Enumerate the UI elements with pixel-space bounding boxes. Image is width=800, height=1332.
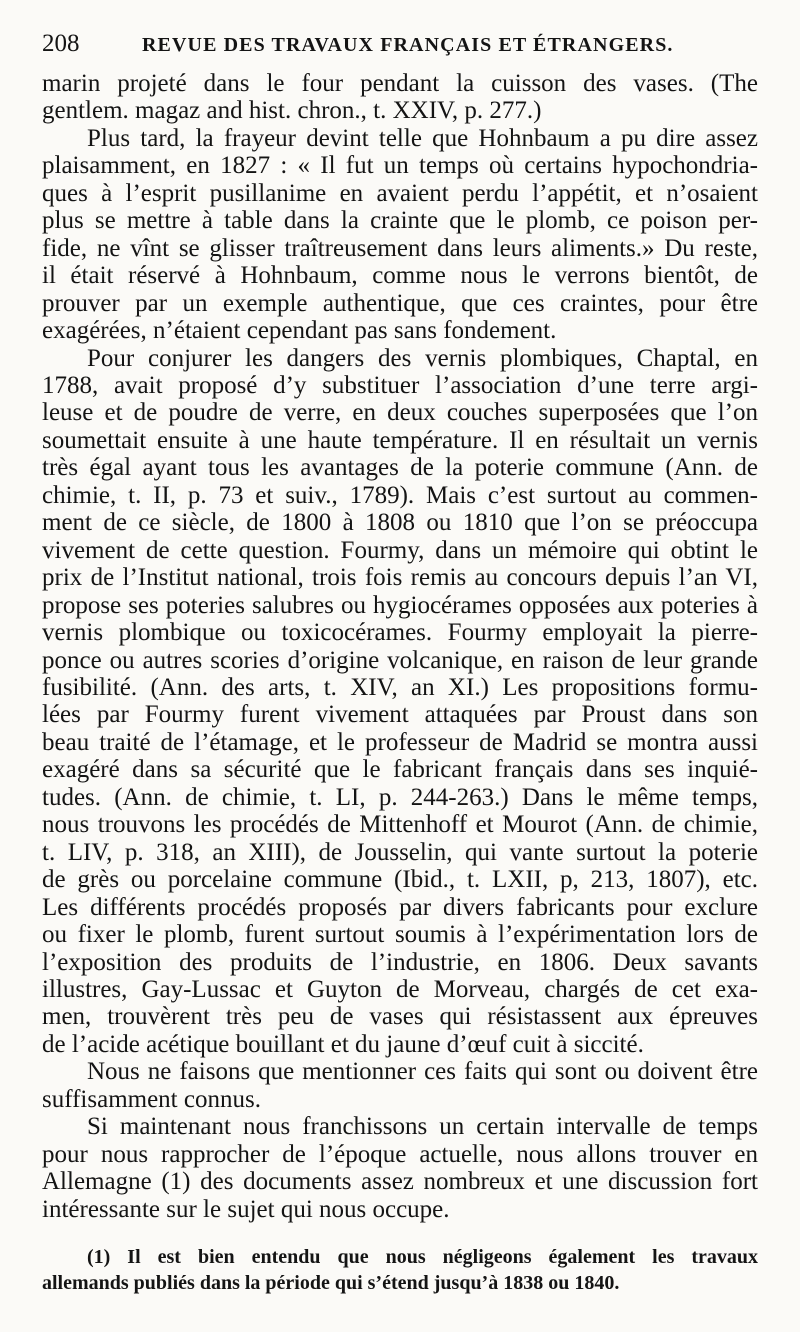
text-line: plaisamment, en 1827 : « Il fut un temps où certains hypochondria-	[42, 152, 758, 180]
text-line: exagérées, n’étaient cependant pas sans fondement.	[42, 317, 557, 345]
text-line: fide, ne vînt se glisser traîtreusement dans leurs aliments.» Du reste,	[42, 234, 758, 262]
text-line: soumettait ensuite à une haute température. Il en résultait un vernis	[42, 426, 758, 454]
text-line: lées par Fourmy furent vivement attaquées par Proust dans son	[42, 701, 758, 729]
footnote-line: allemands publiés dans la période qui s’étend jusqu’à 1838 ou 1840.	[42, 1272, 620, 1294]
text-line: Nous ne faisons que mentionner ces faits qui sont ou doivent être	[87, 1058, 758, 1086]
text-line: l’exposition des produits de l’industrie, en 1806. Deux savants	[42, 948, 758, 976]
footnote	[42, 1244, 758, 1296]
text-line: 1788, avait proposé d’y substituer l’association d’une terre argi-	[42, 371, 758, 399]
text-line: Les différents procédés proposés par divers fabricants pour exclure	[42, 893, 758, 921]
book-page	[42, 30, 758, 1223]
text-line: gentlem. magaz and hist. chron., t. XXIV, p. 277.)	[42, 97, 542, 125]
text-line: il était réservé à Hohnbaum, comme nous le verrons bientôt, de	[42, 262, 758, 290]
text-line: vernis plombique ou toxicocérames. Fourmy employait la pierre-	[42, 619, 758, 647]
text-line: prouver par un exemple authentique, que ces craintes, pour être	[42, 289, 758, 317]
text-line: de grès ou porcelaine commune (Ibid., t. LXII, p, 213, 1807), etc.	[42, 866, 758, 894]
text-line: ment de ce siècle, de 1800 à 1808 ou 1810 que l’on se préoccupa	[42, 509, 758, 537]
text-line: ques à l’esprit pusillanime en avaient perdu l’appétit, et n’osaient	[42, 179, 758, 207]
text-line: chimie, t. II, p. 73 et suiv., 1789). Mais c’est surtout au commen-	[42, 481, 758, 509]
text-line: exagéré dans sa sécurité que le fabricant français dans ses inquié-	[42, 756, 758, 784]
text-line: leuse et de poudre de verre, en deux couches superposées que l’on	[42, 399, 758, 427]
text-line: Plus tard, la frayeur devint telle que Hohnbaum a pu dire assez	[87, 124, 758, 152]
footnote-line: (1) Il est bien entendu que nous négligeons également les travaux	[87, 1246, 758, 1268]
text-line: illustres, Gay-Lussac et Guyton de Morveau, chargés de cet exa-	[42, 975, 758, 1003]
main-text	[42, 70, 758, 1223]
text-line: Si maintenant nous franchissons un certain intervalle de temps	[87, 1113, 758, 1141]
text-line: ponce ou autres scories d’origine volcanique, en raison de leur grande	[42, 646, 758, 674]
text-line: nous trouvons les procédés de Mittenhoff et Mourot (Ann. de chimie,	[42, 811, 758, 839]
text-line: tudes. (Ann. de chimie, t. LI, p. 244-263.) Dans le même temps,	[42, 783, 758, 811]
text-line: prix de l’Institut national, trois fois remis au concours depuis l’an VI,	[42, 564, 758, 592]
text-line: beau traité de l’étamage, et le professeur de Madrid se montra aussi	[42, 728, 758, 756]
text-line: fusibilité. (Ann. des arts, t. XIV, an XI.) Les propositions formu-	[42, 673, 758, 701]
text-line: de l’acide acétique bouillant et du jaune d’œuf cuit à siccité.	[42, 1030, 644, 1058]
text-line: suffisamment connus.	[42, 1085, 261, 1113]
running-title: REVUE DES TRAVAUX FRANÇAIS ET ÉTRANGERS.	[142, 34, 674, 56]
page-header	[42, 30, 758, 70]
text-line: Pour conjurer les dangers des vernis plombiques, Chaptal, en	[87, 344, 758, 372]
text-line: vivement de cette question. Fourmy, dans un mémoire qui obtint le	[42, 536, 758, 564]
text-line: marin projeté dans le four pendant la cuisson des vases. (The	[42, 70, 758, 97]
text-line: t. LIV, p. 318, an XIII), de Jousselin, qui vante surtout la poterie	[42, 838, 758, 866]
text-line: men, trouvèrent très peu de vases qui résistassent aux épreuves	[42, 1003, 758, 1031]
text-line: propose ses poteries salubres ou hygiocérames opposées aux poteries à	[42, 591, 758, 619]
text-line: Allemagne (1) des documents assez nombreux et une discussion fort	[42, 1168, 758, 1196]
text-line: très égal ayant tous les avantages de la poterie commune (Ann. de	[42, 454, 758, 482]
page-number: 208	[42, 30, 80, 57]
text-line: intéressante sur le sujet qui nous occupe.	[42, 1195, 450, 1223]
text-line: plus se mettre à table dans la crainte que le plomb, ce poison per-	[42, 207, 758, 235]
text-line: pour nous rapprocher de l’époque actuelle, nous allons trouver en	[42, 1140, 758, 1168]
text-line: ou fixer le plomb, furent surtout soumis à l’expérimentation lors de	[42, 921, 758, 949]
